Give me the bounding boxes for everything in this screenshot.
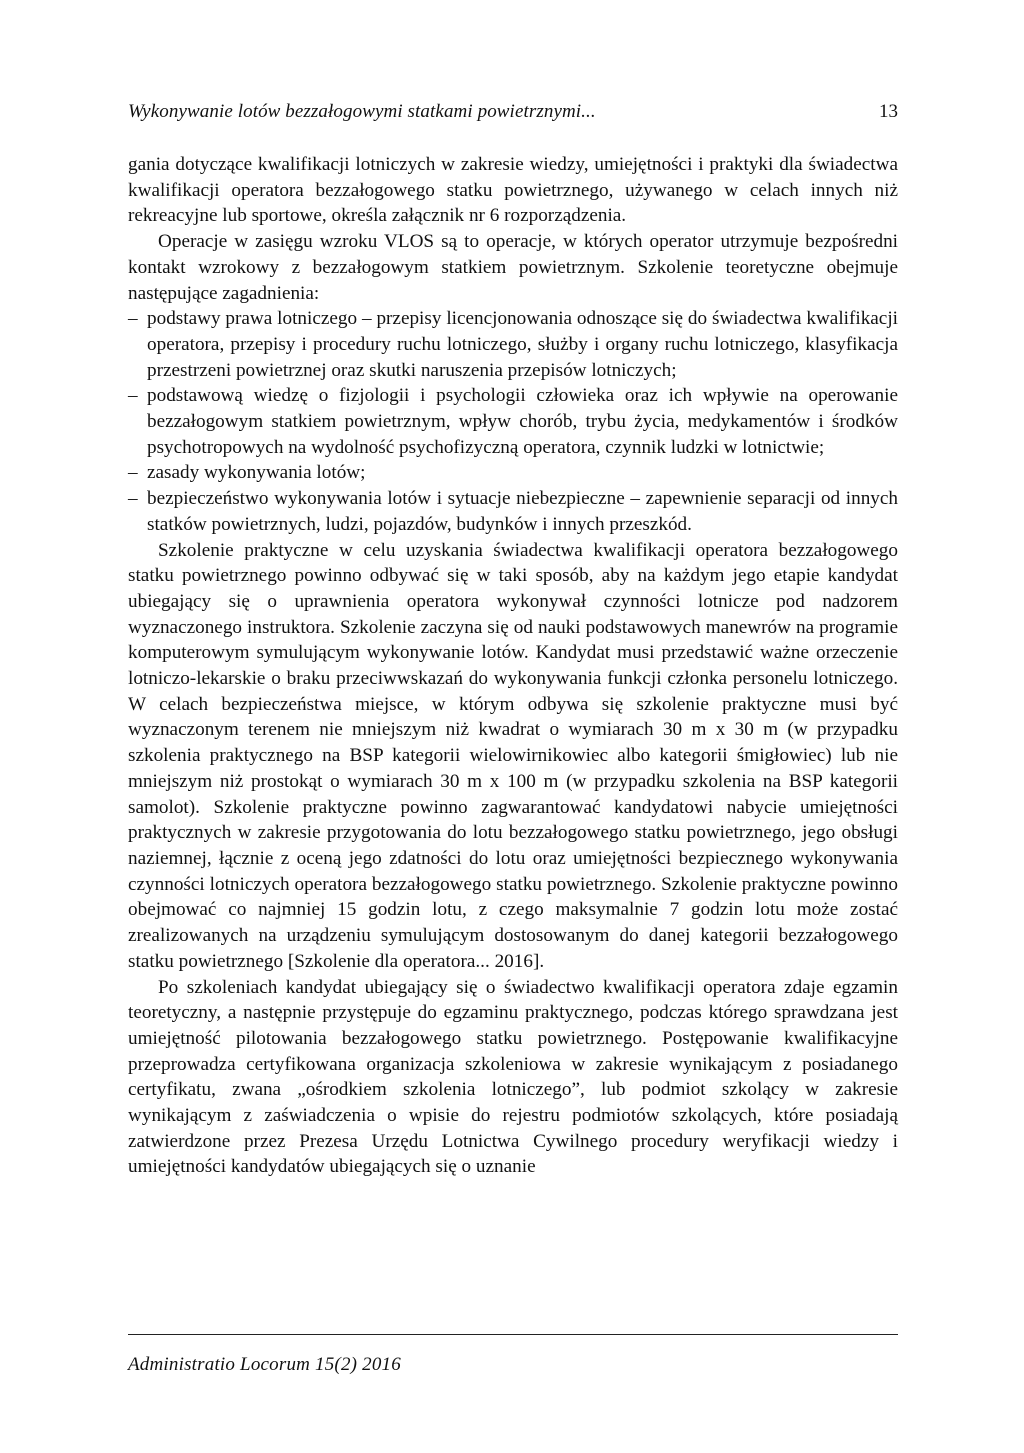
page-number: 13	[879, 101, 898, 122]
running-header	[128, 101, 898, 131]
list-item-text: podstawową wiedzę o fizjologii i psychologii człowieka oraz ich wpływie na operowanie bezzałogowym statkiem powietrznym, wpływ chorób, trybu życia, medykamentów i środków psychotropowych na wydolność psychofizyczną operatora, czynnik ludzki w lotnictwie;	[147, 385, 898, 458]
list-dash: –	[128, 462, 138, 484]
list-item	[128, 383, 898, 460]
list-item-text: podstawy prawa lotniczego – przepisy licencjonowania odnoszące się do świadectwa kwalifikacji operatora, przepisy i procedury ruchu lotniczego, służby i organy ruchu lotniczego, klasyfikacja przestrzeni powietrznej oraz skutki naruszenia przepisów lotniczych;	[147, 308, 898, 381]
journal-footer: Administratio Locorum 15(2) 2016	[128, 1354, 401, 1375]
list-item-text: zasady wykonywania lotów;	[147, 462, 366, 484]
paragraph-practical-training: Szkolenie praktyczne w celu uzyskania świadectwa kwalifikacji operatora bezzałogowego statku powietrznego powinno odbywać się w taki sposób, aby na każdym jego etapie kandydat ubiegający się o uprawnienia operatora wykonywał czynności lotnicze pod nadzorem wyznaczonego instruktora. Szkolenie zaczyna się od nauki podstawowych manewrów na programie komputerowym symulującym wykonywanie lotów. Kandydat musi przedstawić ważne orzeczenie lotniczo-lekarskie o braku przeciwwskazań do wykonywania funkcji członka personelu lotniczego. W celach bezpieczeństwa miejsce, w którym odbywa się szkolenie praktyczne musi być wyznaczonym terenem nie mniejszym niż kwadrat o wymiarach 30 m x 30 m (w przypadku szkolenia praktycznego na BSP kategorii wielowirnikowiec albo kategorii śmigłowiec) lub nie mniejszym niż prostokąt o wymiarach 30 m x 100 m (w przypadku szkolenia na BSP kategorii samolot). Szkolenie praktyczne powinno zagwarantować kandydatowi nabycie umiejętności praktycznych w zakresie przygotowania do lotu bezzałogowego statku powietrznego, jego obsługi naziemnej, łącznie z oceną jego zdatności do lotu oraz umiejętności bezpiecznego wykonywania czynności lotniczych operatora bezzałogowego statku powietrznego. Szkolenie praktyczne powinno obejmować co najmniej 15 godzin lotu, z czego maksymalnie 7 godzin lotu może zostać zrealizowanych na urządzeniu symulującym dostosowanym do danej kategorii bezzałogowego statku powietrznego [Szkolenie dla operatora... 2016].	[128, 539, 898, 972]
paragraph-examination: Po szkoleniach kandydat ubiegający się o świadectwo kwalifikacji operatora zdaje egzamin teoretyczny, a następnie przystępuje do egzaminu praktycznego, podczas którego sprawdzana jest umiejętność pilotowania bezzałogowego statku powietrznego. Postępowanie kwalifikacyjne przeprowadza certyfikowana organizacja szkoleniowa w zakresie wynikającym z posiadanego certyfikatu, zwana „ośrodkiem szkolenia lotniczego”, lub podmiot szkolący w zakresie wynikającym z zaświadczenia o wpisie do rejestru podmiotów szkolących, które posiadają zatwierdzone przez Prezesa Urzędu Lotnictwa Cywilnego procedury weryfikacji wiedzy i umiejętności kandydatów ubiegających się o uznanie	[128, 976, 898, 1178]
list-dash: –	[128, 385, 138, 407]
footer-divider	[128, 1334, 898, 1335]
paragraph-continued: gania dotyczące kwalifikacji lotniczych w zakresie wiedzy, umiejętności i praktyki dla świadectwa kwalifikacji operatora bezzałogowego statku powietrznego, używanego w celach innych niż rekreacyjne lub sportowe, określa załącznik nr 6 rozporządzenia.	[128, 154, 898, 227]
topic-list	[128, 306, 898, 537]
list-item	[128, 306, 898, 383]
list-dash: –	[128, 488, 138, 510]
list-item	[128, 486, 898, 537]
list-item	[128, 460, 898, 486]
body-text	[128, 152, 898, 1180]
paragraph-vlos: Operacje w zasięgu wzroku VLOS są to operacje, w których operator utrzymuje bezpośredni kontakt wzrokowy z bezzałogowym statkiem powietrznym. Szkolenie teoretyczne obejmuje następujące zagadnienia:	[128, 231, 898, 304]
list-dash: –	[128, 308, 138, 330]
list-item-text: bezpieczeństwo wykonywania lotów i sytuacje niebezpieczne – zapewnienie separacji od innych statków powietrznych, ludzi, pojazdów, budynków i innych przeszkód.	[147, 488, 898, 535]
running-title: Wykonywanie lotów bezzałogowymi statkami powietrznymi...	[128, 101, 596, 122]
